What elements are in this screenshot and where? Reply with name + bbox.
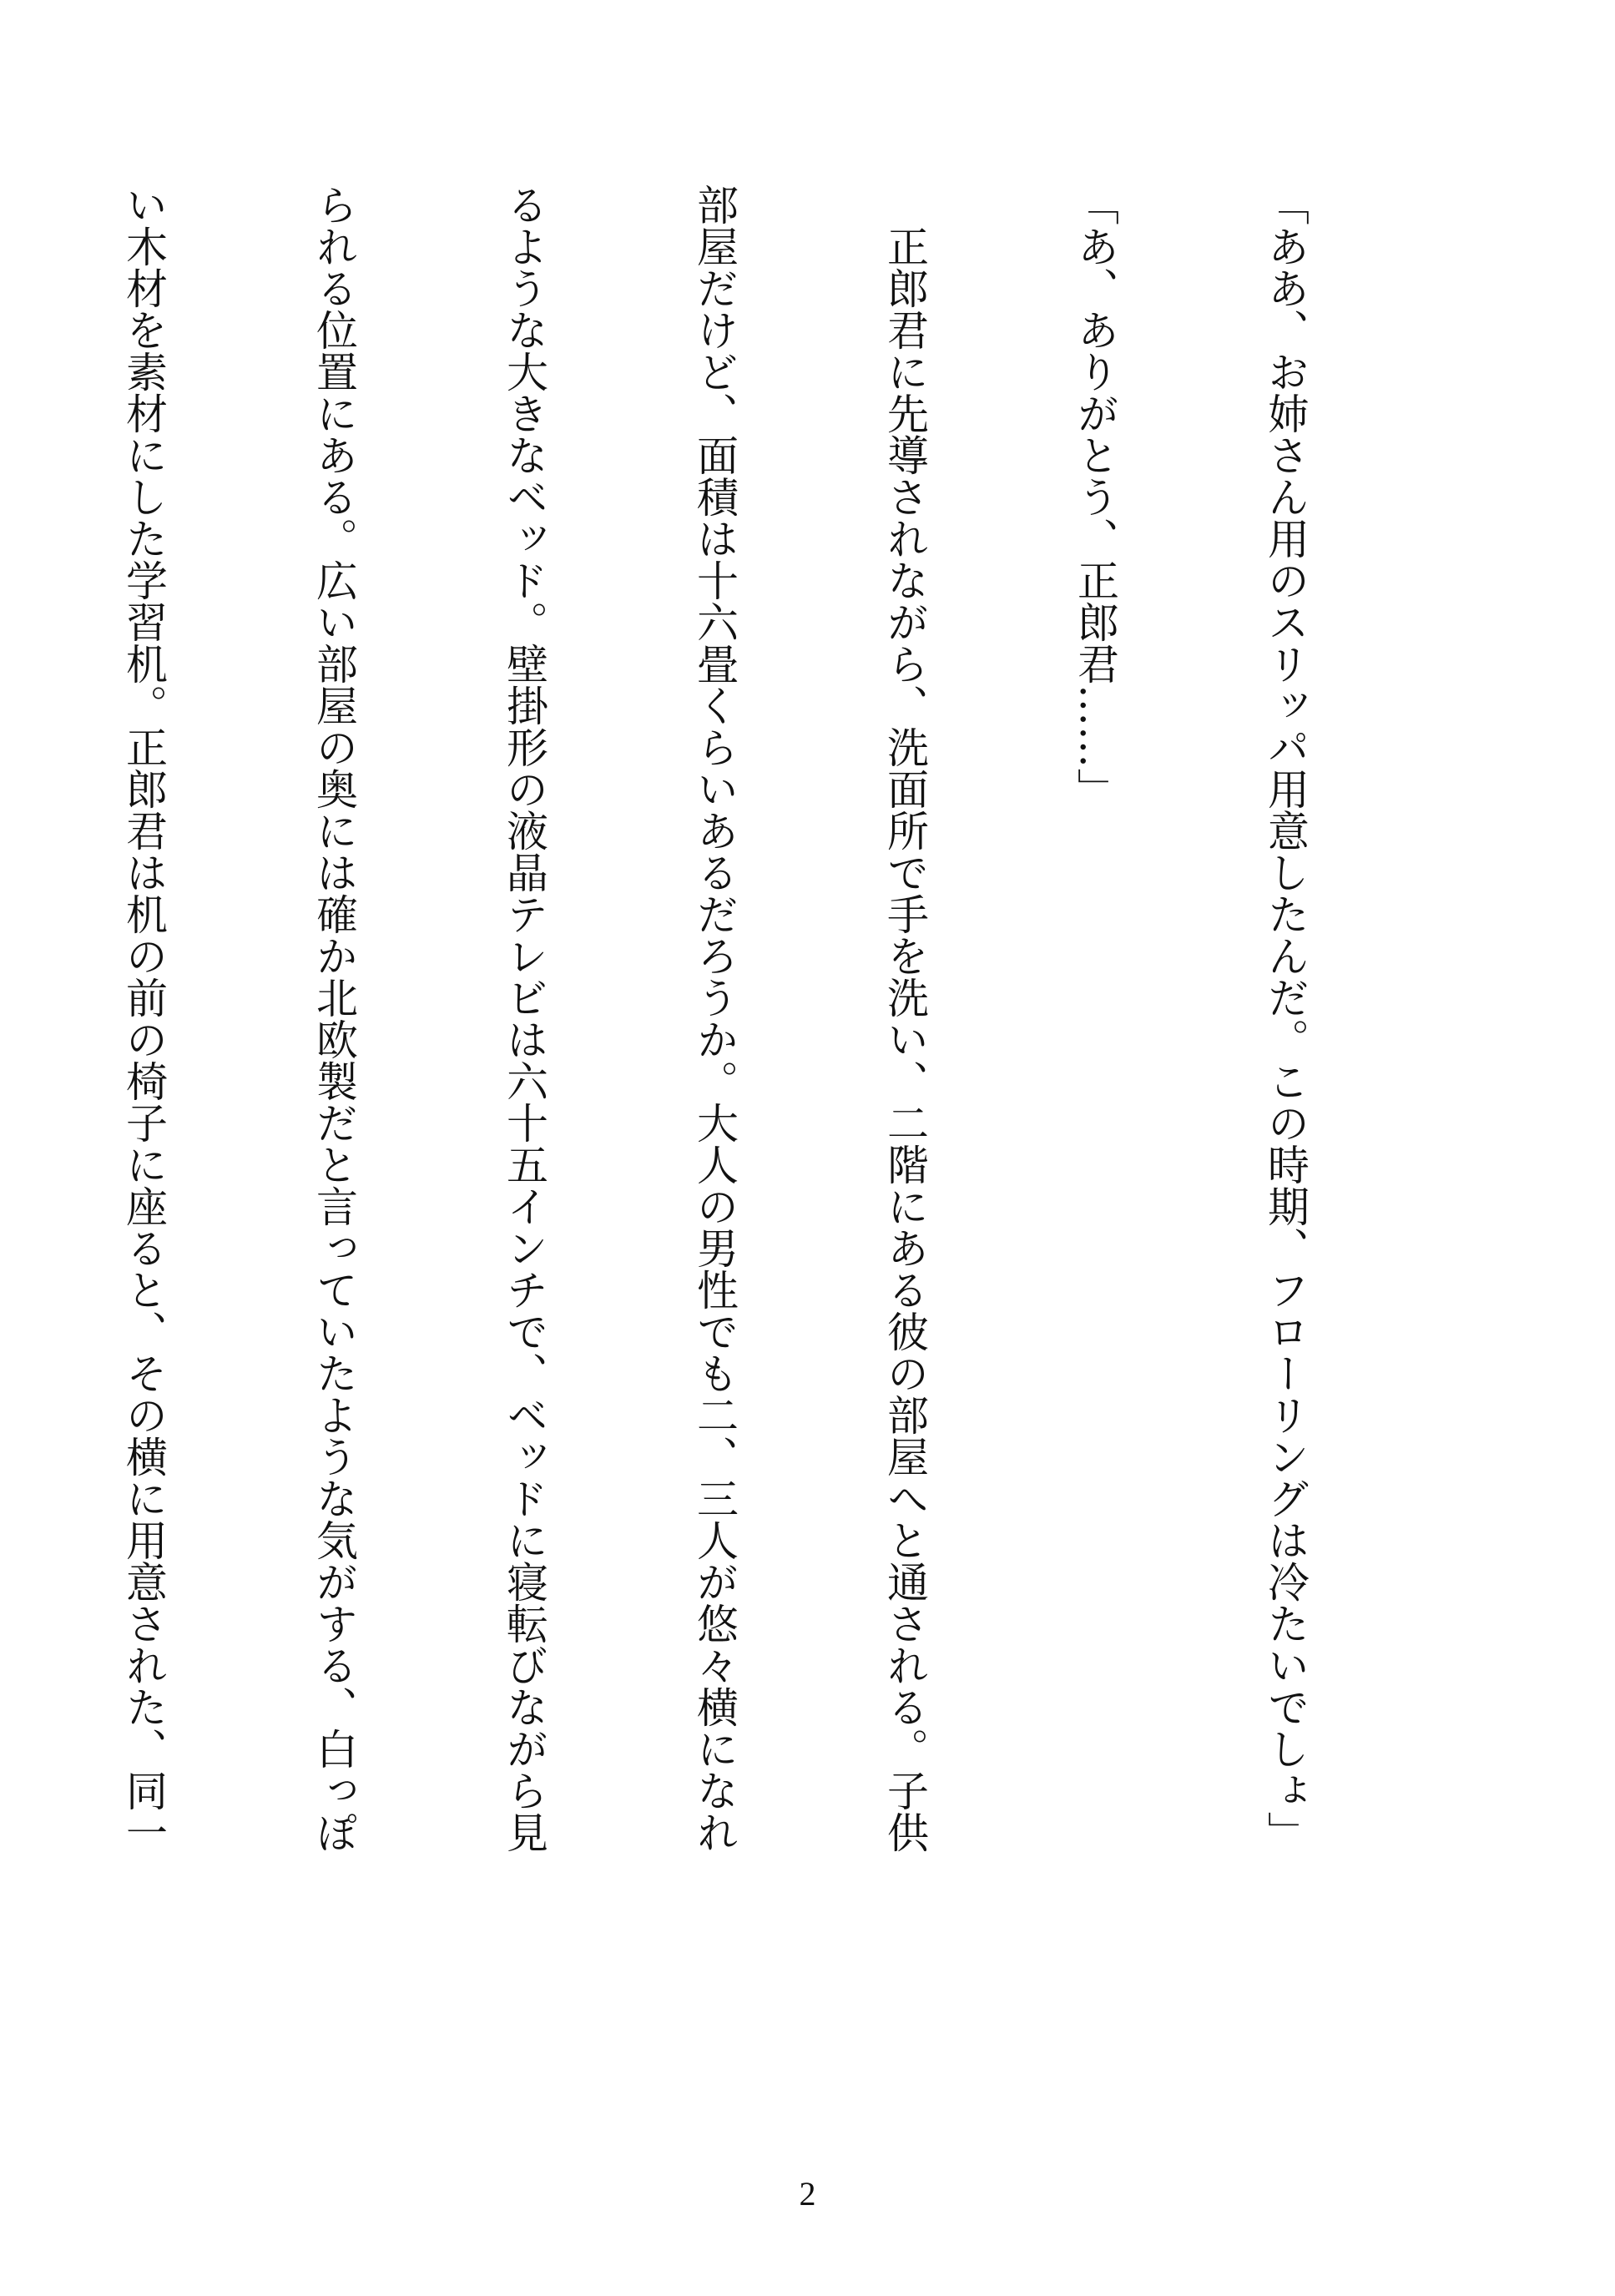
text-line: るような大きなベッド。壁掛形の液晶テレビは六十五インチで、ベッドに寝転びながら見 [500,184,548,1853]
text-line: 部屋だけど、面積は十六畳くらいあるだろうか。大人の男性でも二、三人が悠々横になれ [690,184,739,1853]
text-line: い木材を素材にした学習机。正郎君は机の前の椅子に座ると、その横に用意された、同一 [119,184,168,1853]
text-line: られる位置にある。広い部屋の奥には確か北欧製だと言っていたような気がする、白っぽ [310,184,358,1853]
text-line: 「あ、ありがとう、正郎君……」 [1071,184,1119,810]
page-number: 2 [799,2175,816,2213]
text-line: 「ああ、お姉さん用のスリッパ用意したんだ。この時期、フローリングは冷たいでしょ」 [1261,184,1310,1853]
text-line: 正郎君に先導されながら、洗面所で手を洗い、二階にある彼の部屋へと通される。子供 [881,184,929,1853]
vertical-text-block [119,184,1444,2137]
